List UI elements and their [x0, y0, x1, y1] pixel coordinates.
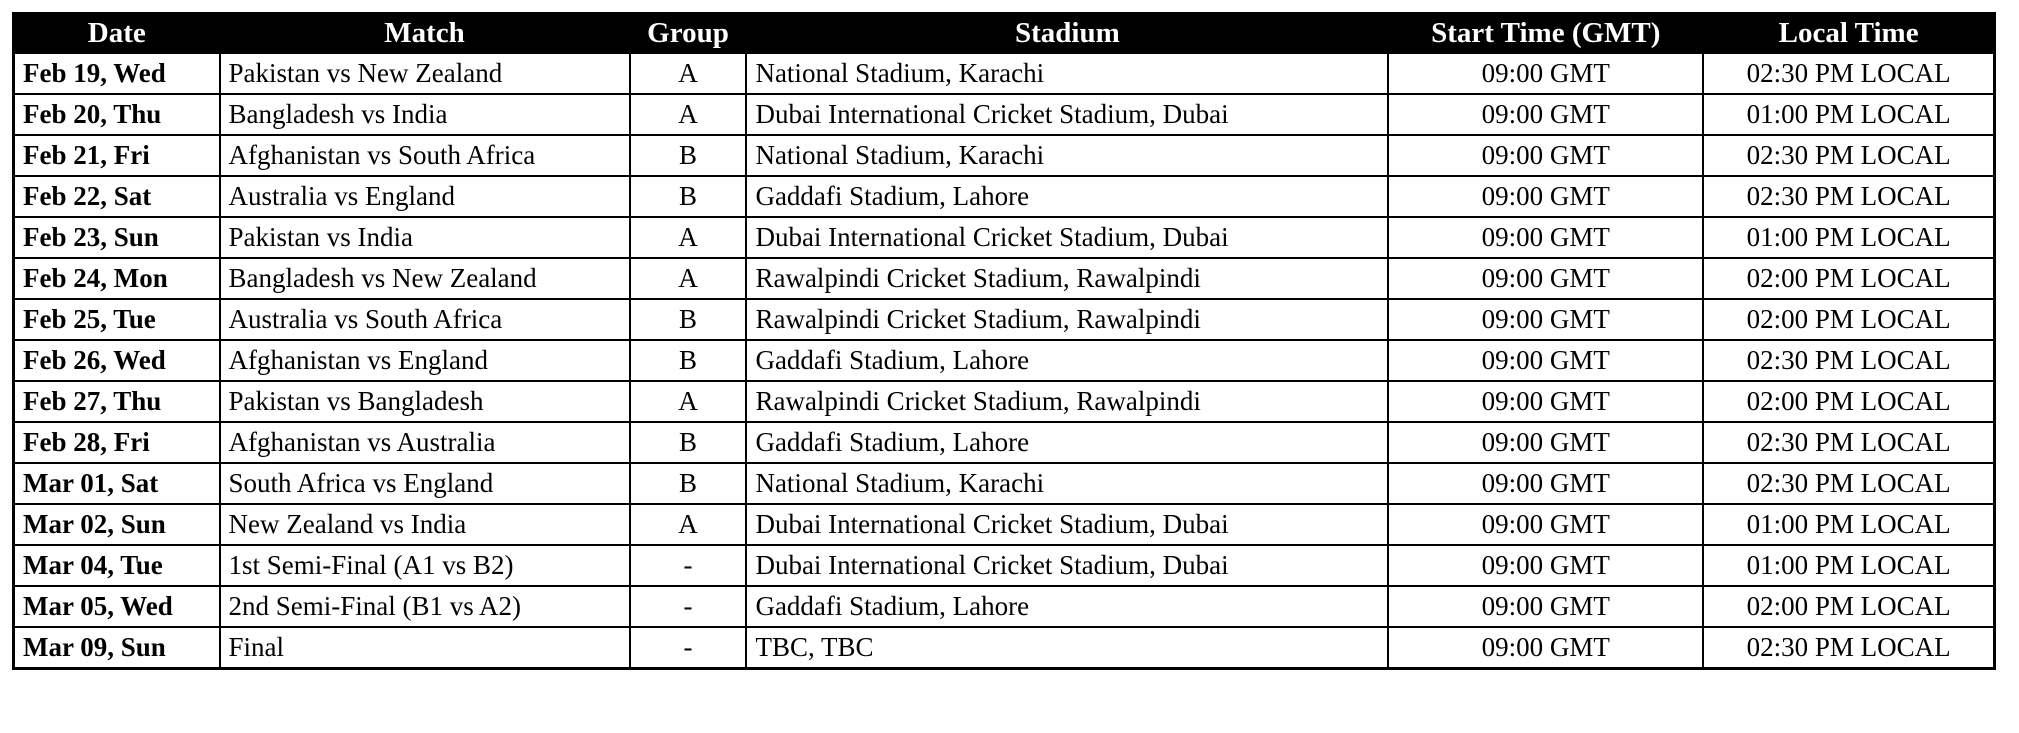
cell-start: 09:00 GMT	[1388, 176, 1703, 217]
header-row	[14, 14, 1995, 54]
cell-date: Feb 22, Sat	[14, 176, 220, 217]
cell-date: Mar 01, Sat	[14, 463, 220, 504]
cell-local: 02:30 PM LOCAL	[1703, 53, 1994, 94]
cell-match: 2nd Semi-Final (B1 vs A2)	[220, 586, 630, 627]
cell-match: Afghanistan vs England	[220, 340, 630, 381]
cell-local: 02:30 PM LOCAL	[1703, 176, 1994, 217]
cell-date: Mar 09, Sun	[14, 627, 220, 668]
table-row	[14, 422, 1995, 463]
cell-date: Feb 24, Mon	[14, 258, 220, 299]
table-row	[14, 586, 1995, 627]
cell-match: Afghanistan vs South Africa	[220, 135, 630, 176]
column-header-group: Group	[630, 14, 747, 54]
cell-stadium: Dubai International Cricket Stadium, Dubai	[746, 217, 1388, 258]
cell-local: 02:00 PM LOCAL	[1703, 381, 1994, 422]
cell-match: Australia vs England	[220, 176, 630, 217]
cell-group: A	[630, 53, 747, 94]
cell-group: A	[630, 258, 747, 299]
cell-date: Feb 21, Fri	[14, 135, 220, 176]
cell-local: 01:00 PM LOCAL	[1703, 545, 1994, 586]
cell-group: B	[630, 463, 747, 504]
cell-local: 02:00 PM LOCAL	[1703, 258, 1994, 299]
table-row	[14, 53, 1995, 94]
cell-stadium: Dubai International Cricket Stadium, Dubai	[746, 545, 1388, 586]
cell-local: 02:30 PM LOCAL	[1703, 340, 1994, 381]
schedule-table-container	[12, 12, 1996, 670]
cell-local: 01:00 PM LOCAL	[1703, 217, 1994, 258]
cell-group: A	[630, 217, 747, 258]
cell-match: Afghanistan vs Australia	[220, 422, 630, 463]
table-row	[14, 381, 1995, 422]
cell-group: B	[630, 176, 747, 217]
cell-match: Final	[220, 627, 630, 668]
cell-match: Bangladesh vs New Zealand	[220, 258, 630, 299]
cell-start: 09:00 GMT	[1388, 545, 1703, 586]
cell-group: B	[630, 422, 747, 463]
cell-date: Mar 04, Tue	[14, 545, 220, 586]
cell-match: Bangladesh vs India	[220, 94, 630, 135]
column-header-date: Date	[14, 14, 220, 54]
cell-match: Pakistan vs India	[220, 217, 630, 258]
table-row	[14, 299, 1995, 340]
cell-start: 09:00 GMT	[1388, 422, 1703, 463]
cell-start: 09:00 GMT	[1388, 94, 1703, 135]
table-row	[14, 545, 1995, 586]
cell-group: -	[630, 545, 747, 586]
cell-start: 09:00 GMT	[1388, 627, 1703, 668]
cell-date: Feb 19, Wed	[14, 53, 220, 94]
cell-group: B	[630, 135, 747, 176]
cell-match: Pakistan vs Bangladesh	[220, 381, 630, 422]
column-header-start: Start Time (GMT)	[1388, 14, 1703, 54]
column-header-stadium: Stadium	[746, 14, 1388, 54]
cell-match: Australia vs South Africa	[220, 299, 630, 340]
cell-match: South Africa vs England	[220, 463, 630, 504]
cell-match: 1st Semi-Final (A1 vs B2)	[220, 545, 630, 586]
cell-start: 09:00 GMT	[1388, 340, 1703, 381]
cell-start: 09:00 GMT	[1388, 53, 1703, 94]
cell-group: B	[630, 299, 747, 340]
cell-start: 09:00 GMT	[1388, 504, 1703, 545]
cell-local: 01:00 PM LOCAL	[1703, 504, 1994, 545]
cell-stadium: Rawalpindi Cricket Stadium, Rawalpindi	[746, 381, 1388, 422]
table-row	[14, 217, 1995, 258]
cell-date: Feb 23, Sun	[14, 217, 220, 258]
cell-local: 01:00 PM LOCAL	[1703, 94, 1994, 135]
cell-start: 09:00 GMT	[1388, 217, 1703, 258]
cell-start: 09:00 GMT	[1388, 299, 1703, 340]
cell-start: 09:00 GMT	[1388, 586, 1703, 627]
cell-start: 09:00 GMT	[1388, 381, 1703, 422]
cell-group: B	[630, 340, 747, 381]
cell-group: A	[630, 94, 747, 135]
cell-local: 02:30 PM LOCAL	[1703, 463, 1994, 504]
table-row	[14, 340, 1995, 381]
cell-date: Mar 05, Wed	[14, 586, 220, 627]
cell-local: 02:00 PM LOCAL	[1703, 299, 1994, 340]
cell-local: 02:30 PM LOCAL	[1703, 627, 1994, 668]
column-header-local: Local Time	[1703, 14, 1994, 54]
cell-start: 09:00 GMT	[1388, 258, 1703, 299]
cell-match: New Zealand vs India	[220, 504, 630, 545]
cell-stadium: TBC, TBC	[746, 627, 1388, 668]
cell-local: 02:30 PM LOCAL	[1703, 422, 1994, 463]
match-schedule-table	[12, 12, 1996, 670]
column-header-match: Match	[220, 14, 630, 54]
cell-stadium: National Stadium, Karachi	[746, 53, 1388, 94]
cell-group: A	[630, 381, 747, 422]
cell-group: -	[630, 586, 747, 627]
cell-stadium: National Stadium, Karachi	[746, 135, 1388, 176]
cell-stadium: Rawalpindi Cricket Stadium, Rawalpindi	[746, 258, 1388, 299]
cell-stadium: Dubai International Cricket Stadium, Dubai	[746, 504, 1388, 545]
cell-group: -	[630, 627, 747, 668]
table-row	[14, 258, 1995, 299]
cell-date: Feb 28, Fri	[14, 422, 220, 463]
table-body	[14, 53, 1995, 668]
table-row	[14, 463, 1995, 504]
cell-date: Feb 27, Thu	[14, 381, 220, 422]
table-row	[14, 627, 1995, 668]
cell-date: Mar 02, Sun	[14, 504, 220, 545]
table-row	[14, 94, 1995, 135]
cell-stadium: Dubai International Cricket Stadium, Dubai	[746, 94, 1388, 135]
cell-stadium: Gaddafi Stadium, Lahore	[746, 176, 1388, 217]
cell-start: 09:00 GMT	[1388, 463, 1703, 504]
cell-stadium: National Stadium, Karachi	[746, 463, 1388, 504]
cell-stadium: Rawalpindi Cricket Stadium, Rawalpindi	[746, 299, 1388, 340]
table-row	[14, 176, 1995, 217]
table-row	[14, 504, 1995, 545]
cell-start: 09:00 GMT	[1388, 135, 1703, 176]
cell-local: 02:00 PM LOCAL	[1703, 586, 1994, 627]
cell-date: Feb 26, Wed	[14, 340, 220, 381]
cell-group: A	[630, 504, 747, 545]
cell-match: Pakistan vs New Zealand	[220, 53, 630, 94]
cell-stadium: Gaddafi Stadium, Lahore	[746, 422, 1388, 463]
cell-date: Feb 25, Tue	[14, 299, 220, 340]
table-row	[14, 135, 1995, 176]
cell-stadium: Gaddafi Stadium, Lahore	[746, 340, 1388, 381]
cell-local: 02:30 PM LOCAL	[1703, 135, 1994, 176]
cell-stadium: Gaddafi Stadium, Lahore	[746, 586, 1388, 627]
cell-date: Feb 20, Thu	[14, 94, 220, 135]
